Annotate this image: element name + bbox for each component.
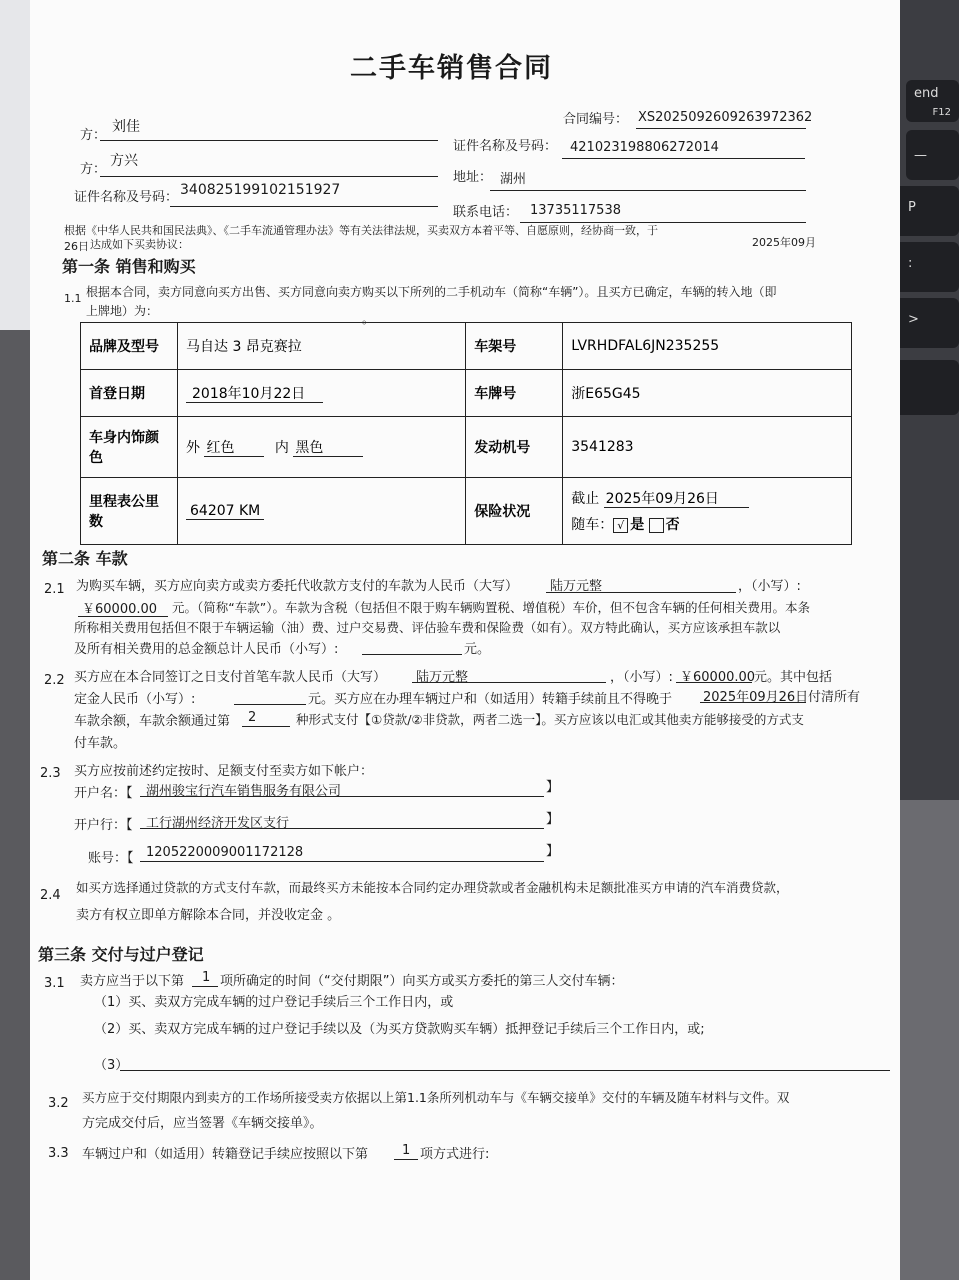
underline (100, 140, 438, 141)
clause-2-1-c: 元。（简称“车款”）。车款为含税（包括但不限于购车辆购置税、增值税）车价，但不包含车辆的任何相关费用。本条 (172, 600, 810, 615)
bracket: 】 (546, 844, 560, 859)
underline (676, 682, 752, 683)
account-name: 湖州骏宝行汽车销售服务有限公司 (146, 784, 342, 799)
underline (140, 828, 544, 829)
phone-label: 联系电话： (453, 205, 519, 220)
clause-number: 3.2 (48, 1096, 69, 1111)
article-2-heading: 第二条 车款 (42, 549, 128, 568)
phone: 13735117538 (530, 203, 621, 218)
price-lower: ￥60000.00 (82, 602, 158, 617)
underline (394, 1159, 418, 1160)
delivery-option: 1 (202, 970, 211, 985)
clause-2-1-a: 为购买车辆，买方应向卖方或卖方委托代收款方支付的车款为人民币（大写） (76, 579, 519, 594)
buyer-id: 340825199102151927 (180, 182, 341, 198)
clause-2-2-f: 付清所有 (808, 690, 861, 705)
underline (546, 592, 736, 593)
clause-3-3-b: 项方式进行: (420, 1147, 490, 1162)
contract-number: XS2025092609263972362 (638, 110, 813, 125)
clause-2-2-b: ，（小写）: (610, 670, 673, 685)
account-name-label: 开户名：【 (74, 786, 133, 801)
seller-id-label: 证件名称及号码： (453, 139, 558, 154)
clause-2-4-a: 如买方选择通过贷款的方式支付车款，而最终买方未能按本合同约定办理贷款或者金融机构未足额批准买方申请的汽车消费贷款， (76, 880, 789, 895)
account-number: 1205220009001172128 (146, 845, 304, 860)
clause-3-1-option-3: （3） (94, 1058, 129, 1073)
vehicle-table (80, 322, 852, 545)
underline (412, 682, 606, 683)
preamble-day: 26日 (64, 240, 89, 253)
plate-label: 车牌号 (466, 370, 563, 417)
bracket: 】 (546, 812, 560, 827)
contract-number-label: 合同编号： (563, 112, 629, 127)
buyer-label: 方： (80, 162, 107, 177)
preamble-date: 2025年09月 (752, 236, 816, 249)
clause-number: 2.4 (40, 888, 61, 903)
underline (78, 616, 168, 617)
clause-2-1-b: ，（小写）: (738, 579, 801, 594)
brand-label: 品牌及型号 (81, 323, 178, 370)
clause-2-2-g: 车款余额，车款余额通过第 (74, 714, 231, 729)
reg-date-label: 首登日期 (81, 370, 178, 417)
deposit-lower: ￥60000.00 (680, 670, 756, 685)
clause-2-2-i: 付车款。 (74, 736, 127, 751)
clause-3-3-a: 车辆过户和（如适用）转籍登记手续应按照以下第 (82, 1147, 369, 1162)
underline (100, 176, 438, 177)
underline (234, 704, 306, 705)
transfer-option: 1 (402, 1143, 411, 1158)
clause-1-1-text: 根据本合同，卖方同意向买方出售、买方同意向卖方购买以下所列的二手机动车（简称“车辆”）。且买方已确定，车辆的转入地（即 (86, 285, 777, 299)
clause-3-2-b: 方完成交付后，应当签署《车辆交接单》。 (82, 1116, 323, 1131)
buyer-id-label: 证件名称及号码： (74, 190, 179, 205)
bracket: 】 (546, 780, 560, 795)
clause-number: 1.1 (64, 292, 82, 305)
clause-3-1-b: 项所确定的时间（“交付期限”）向买方或买方委托的第三人交付车辆： (220, 974, 624, 989)
underline (490, 190, 806, 191)
clause-number: 2.3 (40, 766, 61, 781)
preamble-text-2: 达成如下买卖协议： (90, 238, 189, 251)
end-key: end F12 (906, 80, 959, 122)
colon-key: : (870, 242, 959, 292)
account-number-label: 账号：【 (88, 851, 134, 866)
insurance-value: 截止 2025年09月26日 随车： √ 是 否 (563, 478, 852, 545)
underline (140, 861, 544, 862)
article-3-heading: 第三条 交付与过户登记 (38, 945, 204, 964)
address: 湖州 (500, 172, 527, 187)
preamble-text: 根据《中华人民共和国民法典》、《二手车流通管理办法》等有关法律法规，买卖双方本着平等、自愿原则，经协商一致，于 (64, 224, 658, 237)
seller-name: 刘佳 (112, 119, 140, 135)
seller-id: 421023198806272014 (570, 140, 719, 155)
color-label: 车身内饰颜色 (81, 417, 178, 478)
address-label: 地址： (453, 170, 493, 185)
clause-2-1-d: 所称相关费用包括但不限于车辆运输（油）费、过户交易费、评估验车费和保险费（如有）。双方特此确认，买方应该承担车款以 (74, 620, 781, 635)
clause-3-1-option-2: （2）买、卖双方完成车辆的过户登记手续以及（为买方贷款购买车辆）抵押登记手续后三个工作日内，或; (94, 1022, 705, 1037)
clause-2-2-a: 买方应在本合同签订之日支付首笔车款人民币（大写） (74, 670, 387, 685)
clause-2-3-a: 买方应按前述约定按时、足额支付至卖方如下帐户： (74, 764, 374, 779)
clause-number: 3.1 (44, 976, 65, 991)
underline (562, 158, 805, 159)
color-value: 外 红色 内 黑色 (178, 417, 466, 478)
account-bank: 工行湖州经济开发区支行 (146, 816, 290, 831)
clause-2-2-d: 定金人民币（小写）: (74, 692, 196, 707)
seller-label: 方： (80, 128, 107, 143)
no-checkbox (649, 518, 664, 533)
plate-value: 浙E65G45 (563, 370, 852, 417)
underline (140, 796, 544, 797)
p-key: P (870, 186, 959, 236)
clause-number: 2.1 (44, 582, 65, 597)
gt-key: > (870, 298, 959, 348)
brand-value: 马自达 3 昂克赛拉 (178, 323, 466, 370)
minus-key: — (906, 130, 959, 180)
buyer-name: 方兴 (110, 153, 138, 169)
period: 。 (362, 312, 375, 326)
clause-2-4-b: 卖方有权立即单方解除本合同，并没收定金 。 (76, 908, 341, 923)
underline (192, 986, 218, 987)
clause-3-1-option-1: （1）买、卖双方完成车辆的过户登记手续后三个工作日内，或 (94, 995, 454, 1010)
account-bank-label: 开户行：【 (74, 818, 133, 833)
mileage-label: 里程表公里数 (81, 478, 178, 545)
clause-1-1-text-2: 上牌地）为： (86, 304, 159, 318)
article-1-heading: 第一条 销售和购买 (62, 257, 196, 276)
reg-date-value: 2018年10月22日 (178, 370, 466, 417)
contract-title: 二手车销售合同 (350, 53, 553, 84)
deposit-upper: 陆万元整 (416, 670, 469, 685)
underline (636, 128, 806, 129)
insurance-label: 保险状况 (466, 478, 563, 545)
underline (170, 206, 438, 207)
mileage-value: 64207 KM (178, 478, 466, 545)
clause-2-1-f: 元。 (464, 642, 491, 657)
payment-way: 2 (248, 710, 257, 725)
clause-2-2-c: 元。其中包括 (754, 670, 833, 685)
clause-2-2-e: 元。买方应在办理车辆过户和（如适用）转籍手续前且不得晚于 (308, 692, 673, 707)
clause-3-2-a: 买方应于交付期限内到卖方的工作场所接受卖方依据以上第1.1条所列机动车与《车辆交接单》交付的车辆及随车材料与文件。双 (82, 1090, 790, 1105)
price-upper: 陆万元整 (550, 579, 603, 594)
clause-2-2-h: 种形式支付【①贷款/②非贷款，两者二选一】。买方应该以电汇或其他卖方能够接受的方式支 (296, 712, 804, 727)
underline (700, 702, 806, 703)
clause-3-1-a: 卖方应当于以下第 (80, 974, 185, 989)
balance-due-date: 2025年09月26日 (703, 690, 809, 705)
vin-value: LVRHDFAL6JN235255 (563, 323, 852, 370)
engine-label: 发动机号 (466, 417, 563, 478)
underline (242, 726, 290, 727)
yes-checkbox: √ (613, 518, 628, 533)
underline (362, 654, 462, 655)
clause-2-1-e: 及所有相关费用的总金额总计人民币（小写）: (74, 642, 339, 657)
vin-label: 车架号 (466, 323, 563, 370)
engine-value: 3541283 (563, 417, 852, 478)
underline (120, 1070, 890, 1071)
clause-number: 3.3 (48, 1146, 69, 1161)
clause-number: 2.2 (44, 673, 65, 688)
